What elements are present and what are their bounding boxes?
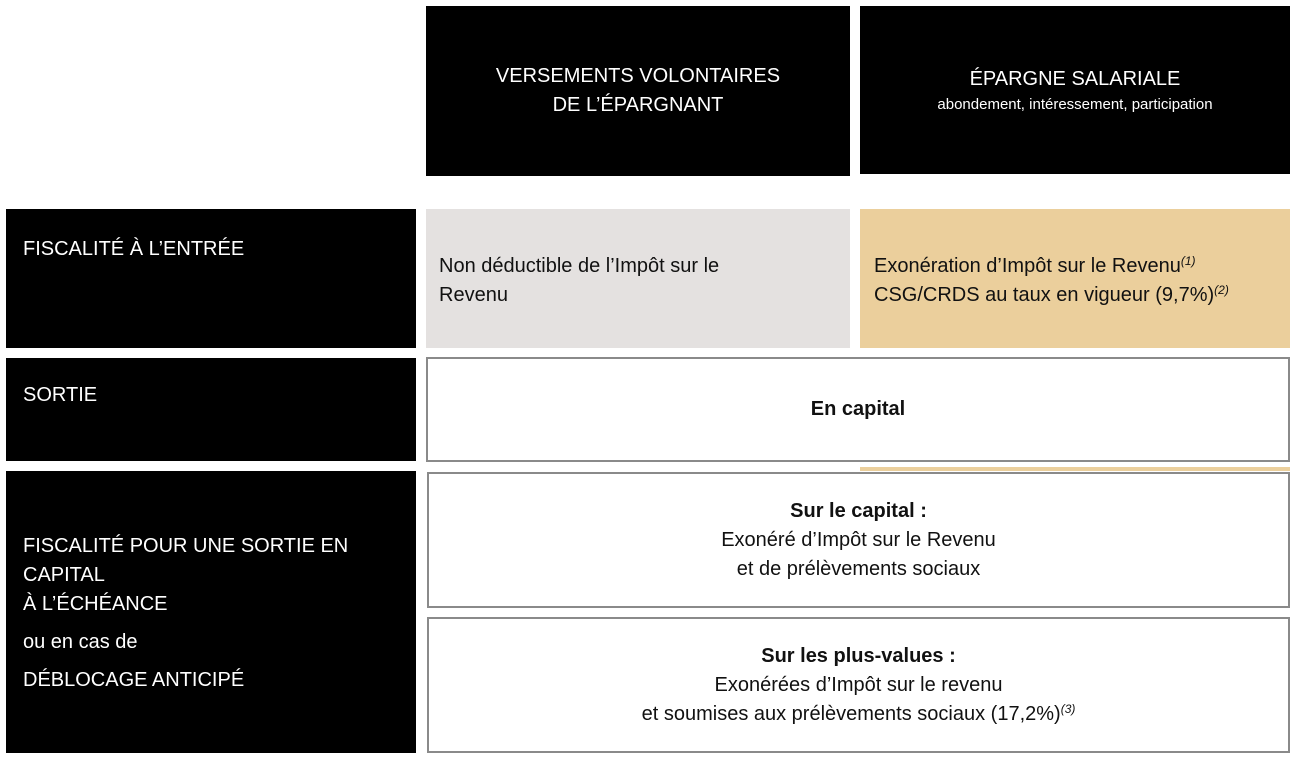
header-col1-line1: VERSEMENTS VOLONTAIRES [495, 65, 781, 87]
cell-entree-col2-line1-text: Exonération d’Impôt sur le Revenu [874, 255, 1181, 277]
tan-strip-decoration [860, 467, 1290, 471]
plus-values-line1: Exonérées d’Impôt sur le revenu [714, 673, 1003, 696]
cell-sortie-value [426, 357, 1290, 462]
row-label-fiscalite-sortie [6, 471, 416, 753]
footnote-3: (3) [1060, 701, 1076, 716]
fiscalite-sortie-label-line3: À L’ÉCHÉANCE [23, 593, 168, 615]
sortie-value-text: En capital [810, 398, 906, 420]
capital-line1: Exonéré d’Impôt sur le Revenu [721, 528, 996, 551]
header-col1-line2: DE L’ÉPARGNANT [552, 94, 724, 116]
row-label-fiscalite-entree [6, 209, 416, 348]
cell-entree-col2-line1 [874, 252, 1290, 281]
row-label-entree-text: FISCALITÉ À L’ENTRÉE [23, 238, 245, 260]
fiscalite-sortie-label-line2: CAPITAL [23, 564, 105, 586]
cell-entree-col1-line2: Revenu [439, 284, 508, 306]
plus-values-line2 [642, 700, 1076, 729]
footnote-1: (1) [1180, 254, 1196, 268]
capital-title: Sur le capital : [790, 499, 927, 522]
plus-values-line2-text: et soumises aux prélèvements sociaux (17,2%) [641, 702, 1061, 725]
row-label-sortie-text: SORTIE [23, 384, 98, 406]
cell-entree-epargne-salariale [860, 209, 1290, 348]
cell-sur-le-capital [427, 472, 1290, 608]
cell-entree-col2-line2-text: CSG/CRDS au taux en vigueur (9,7%) [874, 284, 1215, 306]
fiscalite-sortie-label-line5: DÉBLOCAGE ANTICIPÉ [23, 669, 245, 691]
header-col2-subtitle: abondement, intéressement, participation [937, 95, 1213, 113]
capital-line2: et de prélèvements sociaux [736, 557, 981, 580]
cell-entree-versements [426, 209, 850, 348]
row-label-sortie [6, 358, 416, 461]
footnote-2: (2) [1214, 283, 1229, 297]
cell-entree-col1-line1: Non déductible de l’Impôt sur le [439, 255, 720, 277]
cell-sur-les-plus-values [427, 617, 1290, 753]
fiscalite-sortie-label-line4: ou en cas de [23, 631, 138, 653]
header-col2-title: ÉPARGNE SALARIALE [969, 67, 1181, 90]
header-epargne-salariale [860, 6, 1290, 174]
plus-values-title: Sur les plus-values : [761, 644, 956, 667]
cell-entree-col2-line2 [874, 281, 1290, 310]
fiscalite-sortie-label-line1: FISCALITÉ POUR UNE SORTIE EN [23, 535, 349, 557]
header-versements-volontaires [426, 6, 850, 176]
